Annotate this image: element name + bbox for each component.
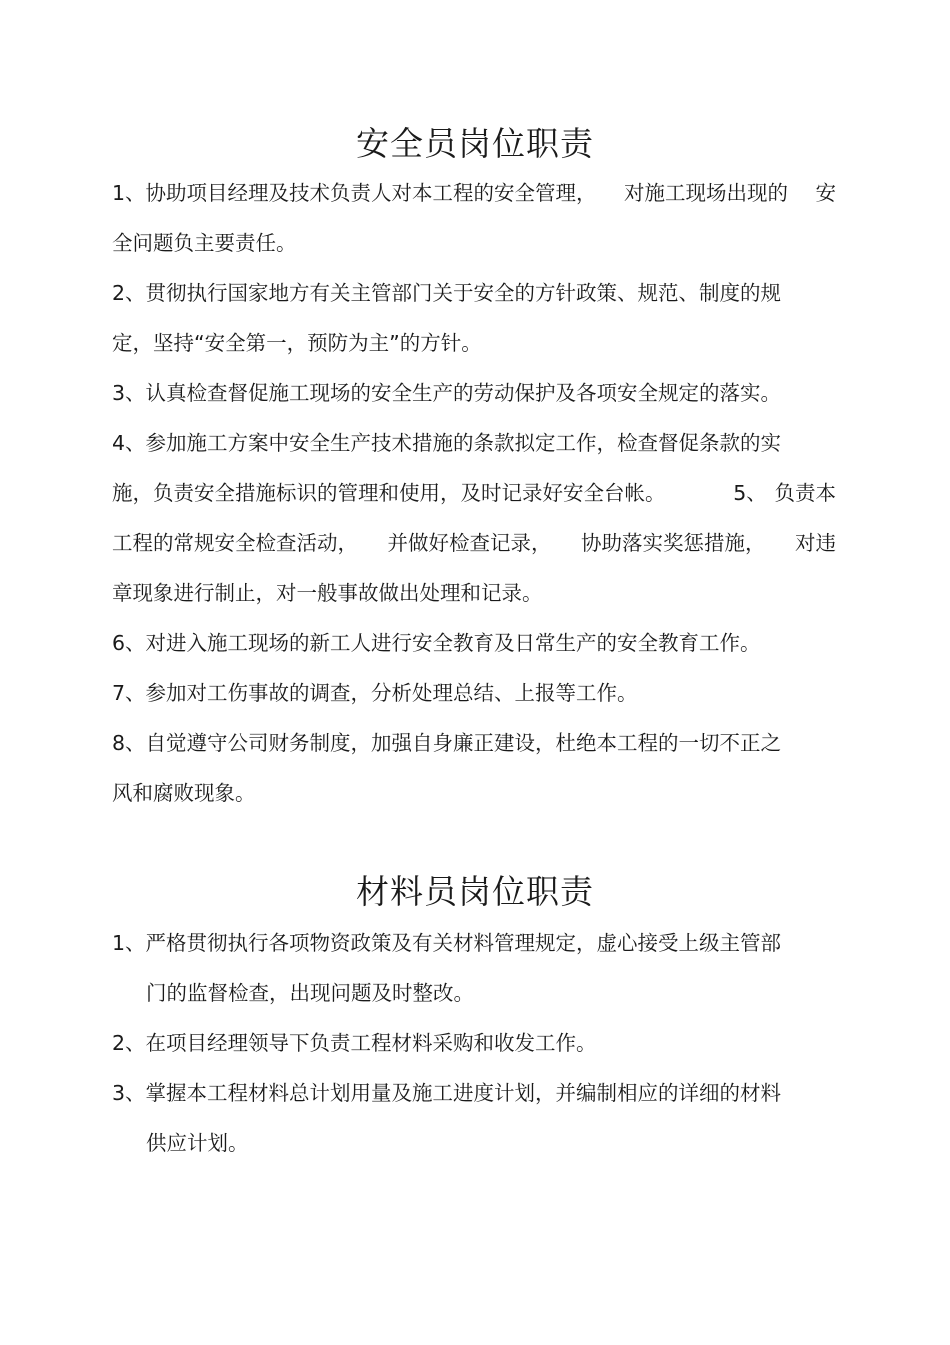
- section-title: 安全员岗位职责: [356, 124, 594, 163]
- paragraph-line: 风和腐败现象。: [112, 781, 256, 805]
- paragraph-line: 2、在项目经理领导下负责工程材料采购和收发工作。: [112, 1031, 597, 1055]
- paragraph-line: 定，坚持“安全第一，预防为主”的方针。: [112, 331, 482, 355]
- paragraph-line: 2、贯彻执行国家地方有关主管部门关于安全的方针政策、规范、制度的规: [112, 281, 782, 305]
- paragraph-line: 6、对进入施工现场的新工人进行安全教育及日常生产的安全教育工作。: [112, 631, 761, 655]
- paragraph-line: 门的监督检查，出现问题及时整改。: [146, 981, 474, 1005]
- paragraph-line: 全问题负主要责任。: [112, 231, 297, 255]
- paragraph-line: 工程的常规安全检查活动， 并做好检查记录， 协助落实奖惩措施， 对违: [112, 531, 836, 555]
- paragraph-line: 施，负责安全措施标识的管理和使用，及时记录好安全台帐。 5、 负责本: [112, 481, 836, 505]
- paragraph-line: 1、严格贯彻执行各项物资政策及有关材料管理规定，虚心接受上级主管部: [112, 931, 782, 955]
- paragraph-line: 3、认真检查督促施工现场的安全生产的劳动保护及各项安全规定的落实。: [112, 381, 782, 405]
- paragraph-line: 8、自觉遵守公司财务制度，加强自身廉正建设，杜绝本工程的一切不正之: [112, 731, 782, 755]
- paragraph-line: 供应计划。: [146, 1131, 249, 1155]
- section-title: 材料员岗位职责: [356, 872, 594, 911]
- paragraph-line: 1、协助项目经理及技术负责人对本工程的安全管理， 对施工现场出现的 安: [112, 181, 836, 205]
- paragraph-line: 4、参加施工方案中安全生产技术措施的条款拟定工作，检查督促条款的实: [112, 431, 782, 455]
- paragraph-line: 3、掌握本工程材料总计划用量及施工进度计划，并编制相应的详细的材料: [112, 1081, 782, 1105]
- paragraph-line: 章现象进行制止，对一般事故做出处理和记录。: [112, 581, 543, 605]
- paragraph-line: 7、参加对工伤事故的调查，分析处理总结、上报等工作。: [112, 681, 638, 705]
